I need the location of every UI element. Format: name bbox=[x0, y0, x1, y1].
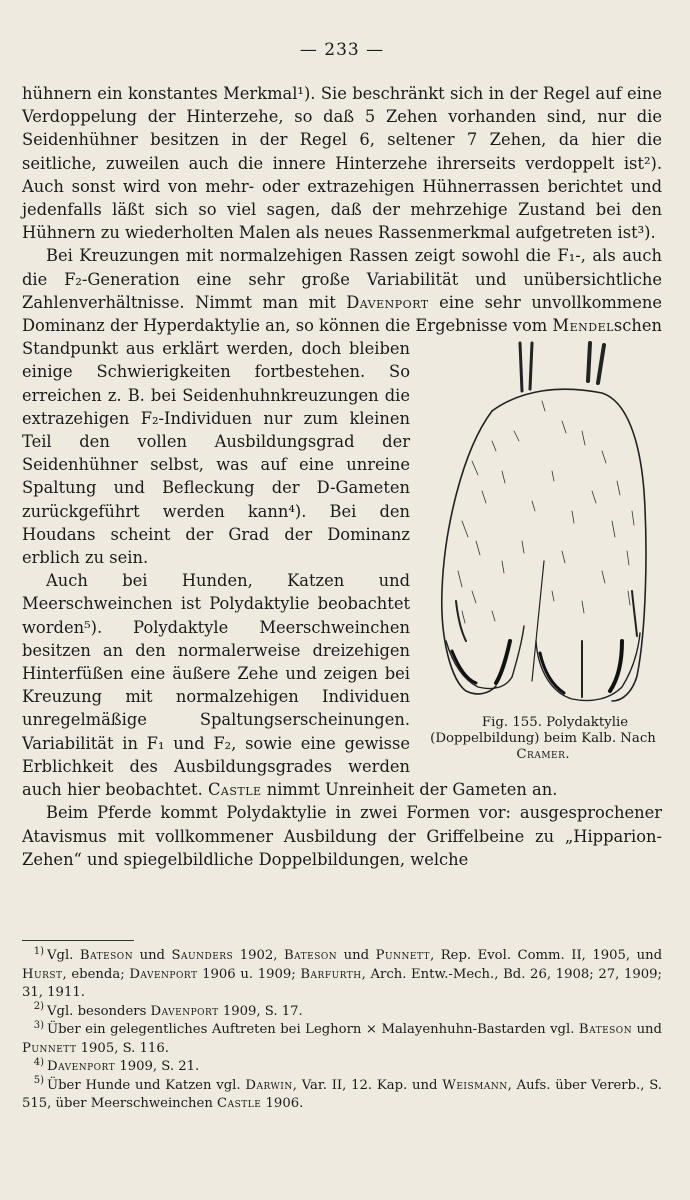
footnote-text: und bbox=[632, 1022, 662, 1037]
footnote-text: 1906 u. 1909; bbox=[197, 966, 301, 982]
figure-caption bbox=[424, 715, 662, 763]
paragraph-1: hühnern ein konstantes Merkmal¹). Sie beschränkt sich in der Regel auf eine Verdoppelung der Hinterzehe, so daß 5 Zehen vorhanden sind, nur die Seidenhühner besitzen in der Regel 6, seltener 7 Zehen, da hier die seitliche, zuweilen auch die innere Hinterzehe ihrerseits verdoppelt ist²). Auch sonst wird von mehr- oder extrazehigen Hühnerrassen berichtet und jedenfalls läßt sich so viel sagen, daß der mehrzehige Zustand bei den Hühnern zu wiederholten Malen als neues Rassenmerkmal aufgetreten ist³). bbox=[22, 84, 662, 243]
footnote-text: , ebenda; bbox=[62, 966, 130, 982]
paragraph-2-text-c: schen Standpunkt aus erklärt werden, doch bleiben einige Schwierigkeiten fortbestehen. So erreichen z. B. bei Seidenhuhnkreuzungen die extrazehigen F₂-Individuen nur zum kleinen Teil den vollen Ausbildungsgrad der Seidenhühner selbst, was auf eine unreine Spaltung und Befleckung der D-Gameten zurückgeführt werden kann⁴). Bei den Houdans scheint der Grad der Dominanz erblich zu sein. bbox=[22, 316, 662, 568]
footnote-text: 1909, S. 17. bbox=[218, 1003, 303, 1019]
figure-caption-end: . bbox=[565, 747, 570, 763]
footnote-text: Über ein gelegentliches Auftreten bei Leghorn × Malayenhuhn-Bastarden vgl. bbox=[47, 1022, 579, 1037]
footnote-author: Weismann bbox=[442, 1077, 508, 1093]
footnote-author: Bateson bbox=[79, 948, 134, 963]
footnote-author: Bateson bbox=[578, 1022, 633, 1037]
footnote-author: Castle bbox=[217, 1096, 262, 1111]
footnote-rule bbox=[22, 940, 134, 941]
footnotes bbox=[22, 947, 662, 1114]
footnote-4: 4) Davenport 1909, S. 21. bbox=[33, 1056, 200, 1074]
author-davenport: Davenport bbox=[346, 292, 429, 312]
footnote-text: , Aufs. über Vererb., S. 515, über Meerschweinchen bbox=[22, 1077, 662, 1111]
book-page bbox=[22, 0, 662, 1200]
footnote-author: Davenport bbox=[47, 1059, 116, 1074]
figure-caption-author: Cramer bbox=[516, 747, 566, 763]
footnote-text: Über Hunde und Katzen vgl. bbox=[47, 1077, 246, 1093]
footnote-author: Barfurth bbox=[300, 966, 362, 982]
footnote-text: 1906. bbox=[261, 1096, 304, 1111]
footnote-author: Davenport bbox=[150, 1003, 219, 1019]
paragraph-3-text-b: nimmt Unreinheit der Gameten an. bbox=[261, 780, 558, 800]
footnote-author: Darwin bbox=[245, 1077, 293, 1093]
footnote-5: 5) Über Hunde und Katzen vgl. Darwin, Var. II, 12. Kap. und Weismann, Aufs. über Vererb., S. 515, über Meerschweinchen Castle 1906. bbox=[22, 1075, 662, 1111]
figure-caption-text: Fig. 155. Polydaktylie (Doppelbildung) beim Kalb. Nach bbox=[430, 715, 656, 747]
footnote-author: Punnett bbox=[375, 948, 431, 963]
footnote-author: Bateson bbox=[283, 948, 338, 963]
footnote-text: , Arch. Entw.-Mech., Bd. 26, 1908; 27, 1909; 31, 1911. bbox=[22, 966, 662, 1000]
footnote-author: Hurst bbox=[22, 966, 63, 982]
footnote-author: Saunders bbox=[171, 948, 234, 963]
footnote-author: Punnett bbox=[22, 1040, 77, 1056]
main-text bbox=[22, 82, 662, 871]
footnote-text: Vgl. besonders bbox=[47, 1003, 151, 1019]
footnote-1: 1) Vgl. Bateson und Saunders 1902, Bateson und Punnett, Rep. Evol. Comm. II, 1905, und Hurst, ebenda; Davenport 1906 u. 1909; Barfurth, Arch. Entw.-Mech., Bd. 26, 1908; 27, 1909; 31, 1911. bbox=[22, 945, 663, 1000]
footnote-author: Davenport bbox=[129, 966, 198, 982]
footnote-text: 1909, S. 21. bbox=[115, 1059, 200, 1074]
footnote-text: 1905, S. 116. bbox=[76, 1040, 169, 1056]
footnote-text: , Var. II, 12. Kap. und bbox=[292, 1077, 443, 1093]
footnote-text: , Rep. Evol. Comm. II, 1905, und bbox=[430, 948, 663, 963]
paragraph-3-text-a: Auch bei Hunden, Katzen und Meerschweinchen ist Polydaktylie beobachtet worden⁵). Polydaktyle Meerschweinchen besitzen an den normalerweise dreizehigen Hinterfüßen eine äußere Zehe und zeigen bei Kreuzung mit normalzehigen Individuen unregelmäßige Spaltungserscheinungen. Variabilität in F₁ und F₂, sowie eine gewisse Erblichkeit des Ausbildungsgrades werden auch hier beobachtet. bbox=[22, 571, 410, 800]
author-castle: Castle bbox=[207, 780, 262, 800]
author-mendel: Mendel bbox=[552, 316, 614, 336]
footnote-2: 2) Vgl. besonders Davenport 1909, S. 17. bbox=[33, 1001, 303, 1019]
footnote-text: Vgl. bbox=[47, 948, 80, 963]
paragraph-4: Beim Pferde kommt Polydaktylie in zwei Formen vor: ausgesprochener Atavismus mit vollkommener Ausbildung der Griffelbeine zu „Hipparion-Zehen“ und spiegelbildliche Doppelbildungen, welche bbox=[22, 803, 662, 869]
footnote-text: und bbox=[337, 948, 376, 963]
calf-hoof-illustration bbox=[432, 341, 654, 709]
footnote-text: 1902, bbox=[233, 948, 284, 963]
footnote-3: 3) Über ein gelegentliches Auftreten bei Leghorn × Malayenhuhn-Bastarden vgl. Bateson und Punnett 1905, S. 116. bbox=[22, 1019, 662, 1056]
figure-155 bbox=[424, 341, 662, 763]
paragraph-2-text-a: Bei Kreuzungen mit normalzehigen Rassen zeigt sowohl die F₁-, als auch die F₂-Generation eine sehr große Variabilität und unübersichtliche Zahlenverhältnisse. Nimmt man mit bbox=[22, 246, 662, 312]
footnote-text: und bbox=[133, 948, 172, 963]
paragraph-2-text-b: eine sehr unvollkommene Dominanz der Hyperdaktylie an, so können die Ergebnisse vom bbox=[22, 292, 663, 336]
page-number: — 233 — bbox=[299, 40, 385, 60]
